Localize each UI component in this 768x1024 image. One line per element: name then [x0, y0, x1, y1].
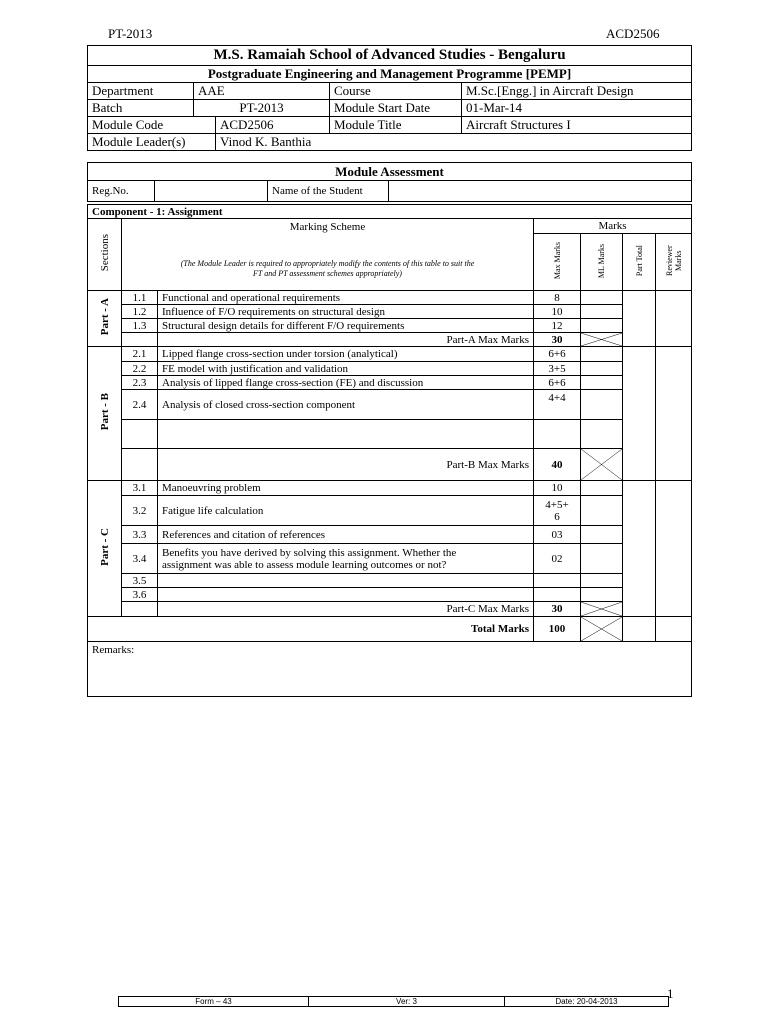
- blank-cell: [534, 420, 581, 449]
- crossed-cell: [581, 333, 623, 347]
- module-leader-label: Module Leader(s): [88, 134, 216, 151]
- sections-header: Sections: [88, 219, 122, 291]
- footer-form: Form – 43: [119, 997, 309, 1007]
- student-name-label: Name of the Student: [268, 181, 389, 202]
- row-no: 2.3: [122, 376, 158, 390]
- part-a-max-value: 30: [534, 333, 581, 347]
- batch-label: Batch: [88, 100, 194, 117]
- row-max: 6+6: [534, 347, 581, 362]
- assessment-title: Module Assessment: [88, 163, 692, 181]
- reg-no-field[interactable]: [155, 181, 268, 202]
- grand-part-total-cell[interactable]: [623, 617, 656, 642]
- row-max: 03: [534, 526, 581, 544]
- blank-cell: [122, 333, 158, 347]
- ml-marks-cell[interactable]: [581, 376, 623, 390]
- row-desc: FE model with justification and validation: [158, 362, 534, 376]
- row-max: 10: [534, 305, 581, 319]
- component-title: Component - 1: Assignment: [88, 205, 692, 219]
- row-max: 10: [534, 481, 581, 496]
- row-desc: Fatigue life calculation: [158, 496, 534, 526]
- programme-title: Postgraduate Engineering and Management Programme [PEMP]: [88, 66, 692, 83]
- row-max: 02: [534, 544, 581, 574]
- marking-scheme-header: Marking Scheme (The Module Leader is required to appropriately modify the contents of this table to suit the FT and PT assessment schemes appropriately): [122, 219, 534, 291]
- blank-cell: [122, 449, 158, 481]
- row-desc: Benefits you have derived by solving this assignment. Whether the assignment was able to assess module learning outcomes or not?: [158, 544, 534, 574]
- crossed-cell: [581, 617, 623, 642]
- row-no: 3.4: [122, 544, 158, 574]
- row-no: 2.1: [122, 347, 158, 362]
- row-desc: References and citation of references: [158, 526, 534, 544]
- remarks-label: Remarks:: [92, 644, 135, 656]
- part-b-total-cell[interactable]: [623, 347, 656, 481]
- ml-marks-cell[interactable]: [581, 420, 623, 449]
- start-date-label: Module Start Date: [330, 100, 462, 117]
- part-c-label: Part - C: [88, 481, 122, 617]
- row-no: 3.1: [122, 481, 158, 496]
- blank-cell: [158, 420, 534, 449]
- ml-marks-cell[interactable]: [581, 362, 623, 376]
- part-a-total-cell[interactable]: [623, 291, 656, 347]
- marks-header: Marks: [534, 219, 692, 234]
- ml-marks-cell[interactable]: [581, 390, 623, 420]
- student-name-field[interactable]: [389, 181, 692, 202]
- row-no: 3.3: [122, 526, 158, 544]
- row-max: [534, 574, 581, 588]
- row-no: 1.2: [122, 305, 158, 319]
- ml-marks-cell[interactable]: [581, 291, 623, 305]
- footer-date: Date: 20-04-2013: [505, 997, 669, 1007]
- module-code-value: ACD2506: [216, 117, 330, 134]
- form-footer: [118, 996, 669, 1007]
- course-label: Course: [330, 83, 462, 100]
- page-number: 1: [667, 986, 674, 1001]
- remarks-box[interactable]: [88, 642, 692, 697]
- footer-version: Ver: 3: [309, 997, 505, 1007]
- ml-marks-cell[interactable]: [581, 347, 623, 362]
- part-c-total-cell[interactable]: [623, 481, 656, 617]
- row-max: 4+4: [534, 390, 581, 420]
- crossed-cell: [581, 449, 623, 481]
- reviewer-marks-header: Reviewer Marks: [656, 234, 692, 291]
- row-desc: Structural design details for different F/O requirements: [158, 319, 534, 333]
- crossed-cell: [581, 602, 623, 617]
- row-no: 2.2: [122, 362, 158, 376]
- part-a-label: Part - A: [88, 291, 122, 347]
- max-marks-header: Max Marks: [534, 234, 581, 291]
- part-b-max-label: Part-B Max Marks: [158, 449, 534, 481]
- ml-marks-cell[interactable]: [581, 319, 623, 333]
- row-desc: Lipped flange cross-section under torsion (analytical): [158, 347, 534, 362]
- course-value: M.Sc.[Engg.] in Aircraft Design: [462, 83, 692, 100]
- part-b-max-value: 40: [534, 449, 581, 481]
- row-no: 1.1: [122, 291, 158, 305]
- part-c-max-value: 30: [534, 602, 581, 617]
- reg-no-label: Reg.No.: [88, 181, 155, 202]
- start-date-value: 01-Mar-14: [462, 100, 692, 117]
- ml-marks-cell[interactable]: [581, 574, 623, 588]
- ml-marks-cell[interactable]: [581, 526, 623, 544]
- part-a-max-label: Part-A Max Marks: [158, 333, 534, 347]
- row-no: 1.3: [122, 319, 158, 333]
- total-marks-value: 100: [534, 617, 581, 642]
- row-max: 8: [534, 291, 581, 305]
- ml-marks-header: ML Marks: [581, 234, 623, 291]
- ml-marks-cell[interactable]: [581, 305, 623, 319]
- row-max: 12: [534, 319, 581, 333]
- batch-value: PT-2013: [194, 100, 330, 117]
- row-desc: Analysis of closed cross-section component: [158, 390, 534, 420]
- module-info-table: [87, 45, 692, 151]
- blank-cell: [122, 420, 158, 449]
- module-title-value: Aircraft Structures I: [462, 117, 692, 134]
- total-marks-label: Total Marks: [88, 617, 534, 642]
- ml-marks-cell[interactable]: [581, 588, 623, 602]
- part-c-max-label: Part-C Max Marks: [158, 602, 534, 617]
- institute-title: M.S. Ramaiah School of Advanced Studies - Bengaluru: [88, 46, 692, 66]
- assessment-header-table: [87, 162, 692, 202]
- row-max: 4+5+ 6: [534, 496, 581, 526]
- row-desc: [158, 574, 534, 588]
- part-b-label: Part - B: [88, 347, 122, 481]
- row-no: 3.2: [122, 496, 158, 526]
- header-right: ACD2506: [606, 26, 660, 41]
- department-label: Department: [88, 83, 194, 100]
- header-left: PT-2013: [108, 26, 153, 41]
- module-code-label: Module Code: [88, 117, 216, 134]
- part-c-reviewer-cell[interactable]: [656, 481, 692, 617]
- row-no: 2.4: [122, 390, 158, 420]
- row-desc: Analysis of lipped flange cross-section (FE) and discussion: [158, 376, 534, 390]
- row-no: 3.5: [122, 574, 158, 588]
- blank-cell: [122, 602, 158, 617]
- ml-marks-cell[interactable]: [581, 496, 623, 526]
- row-max: 6+6: [534, 376, 581, 390]
- module-title-label: Module Title: [330, 117, 462, 134]
- module-leader-value: Vinod K. Banthia: [216, 134, 692, 151]
- row-desc: [158, 588, 534, 602]
- row-desc: Manoeuvring problem: [158, 481, 534, 496]
- part-b-reviewer-cell[interactable]: [656, 347, 692, 481]
- department-value: AAE: [194, 83, 330, 100]
- part-a-reviewer-cell[interactable]: [656, 291, 692, 347]
- grand-reviewer-cell[interactable]: [656, 617, 692, 642]
- ml-marks-cell[interactable]: [581, 481, 623, 496]
- scheme-note: (The Module Leader is required to appropriately modify the contents of this table to suit the FT and PT assessment schemes appropriately): [180, 259, 475, 278]
- row-max: 3+5: [534, 362, 581, 376]
- row-max: [534, 588, 581, 602]
- row-no: 3.6: [122, 588, 158, 602]
- row-desc: Influence of F/O requirements on structural design: [158, 305, 534, 319]
- part-total-header: Part Total: [623, 234, 656, 291]
- marks-table: [87, 204, 692, 697]
- ml-marks-cell[interactable]: [581, 544, 623, 574]
- row-desc: Functional and operational requirements: [158, 291, 534, 305]
